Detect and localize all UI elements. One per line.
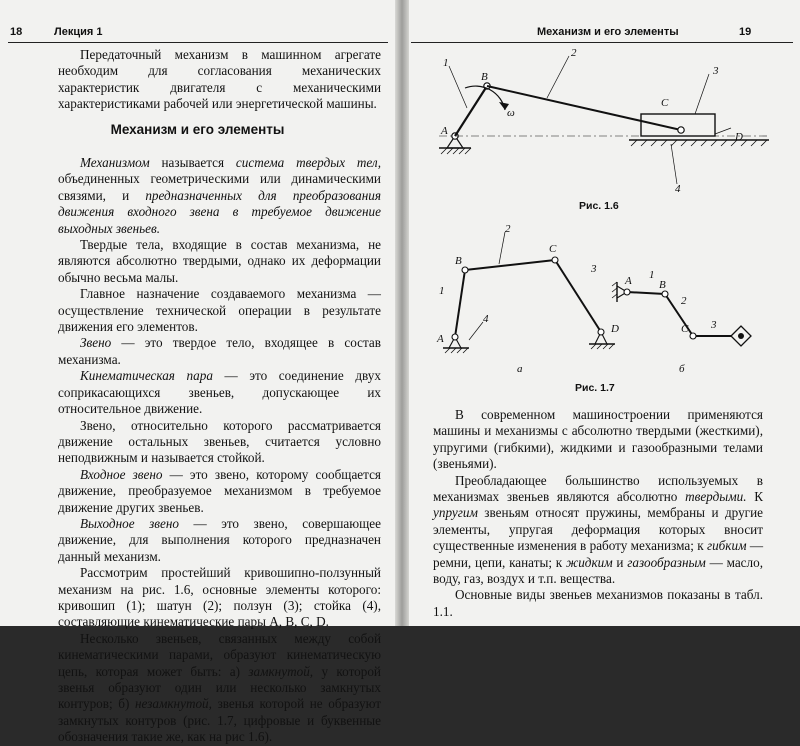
para-crank-slider: Рассмотрим простейший кривошипно-ползунный механизм на рис. 1.6, основные элементы которого: кривошип (1); шатун (2); ползун (3); стойка (4), составляющие кинематические пары A, B, C, D. [58, 565, 381, 630]
fig16-label-a: A [441, 125, 448, 137]
right-page [409, 0, 800, 626]
left-running-title: Лекция 1 [54, 26, 103, 38]
fig17a-label-3: 3 [591, 263, 597, 275]
term-mechanism: Механизмом [80, 155, 150, 170]
definition-mechanism: Механизмом называется система твердых тел, объединенных геометрическими или динамическими связями, и предназначенных для преобразования движения входного звена в требуемое движение выходных звеньев. [58, 155, 381, 236]
fig16-label-c: C [661, 97, 669, 109]
fig17a-label-1: 1 [439, 285, 445, 297]
joint-c-icon [678, 127, 684, 133]
body-text-left [58, 155, 381, 746]
definition-input-link: Входное звено — это звено, которому сообщается движение, преобразуемое механизмом в требуемое движение других звеньев. [58, 466, 381, 515]
slider-block [641, 114, 715, 136]
left-page-number: 18 [10, 26, 23, 38]
fig17a-label-c: C [549, 243, 557, 255]
fig16-label-omega: ω [507, 107, 515, 119]
fig17a-label-2: 2 [505, 223, 511, 235]
right-header-rule [411, 42, 793, 43]
section-heading: Механизм и его элементы [110, 122, 285, 137]
fig16-label-2: 2 [571, 47, 577, 59]
para-kinematic-chain: Несколько звеньев, связанных между собой кинематическими парами, образуют кинематическую цепь, которая может быть: а) замкнутой, у которой звенья образуют один или несколько замкнутых контуров; б) незамкнутой, звенья которой не образуют замкнутых контуров (рис. 1.7, цифровые и буквенные обозначения такие же, как на рис 1.6). [58, 630, 382, 745]
figure-1-7-caption: Рис. 1.7 [575, 382, 615, 394]
fig16-label-3: 3 [713, 65, 719, 77]
figure-1-6-caption: Рис. 1.6 [579, 200, 619, 212]
fig17-sub-b: б [679, 363, 685, 375]
fig17a-label-4: 4 [483, 313, 489, 325]
figure-1-7-kinematic-chains [409, 222, 800, 380]
definition-link: Звено — это твердое тело, входящее в состав механизма. [58, 335, 381, 367]
book-gutter [395, 0, 409, 626]
fig16-label-d: D [735, 131, 743, 143]
fig16-label-1: 1 [443, 57, 449, 69]
fig17b-label-a: A [625, 275, 632, 287]
intro-paragraph: Передаточный механизм в машинном агрегате необходим для согласования механических характеристик двигателя с механическими характеристиками рабочей или энергетической машины. [58, 47, 381, 112]
right-running-title: Механизм и его элементы [537, 26, 679, 38]
left-header-rule [8, 42, 388, 43]
para-main-purpose: Главное назначение создаваемого механизма — осуществление технической операции в результате движения его элементов. [58, 286, 381, 335]
fig17a-label-b: B [455, 255, 462, 267]
fig17b-label-2: 2 [681, 295, 687, 307]
para-frame: Звено, относительно которого рассматривается движение остальных звеньев, считается условно неподвижным и называется стойкой. [58, 417, 381, 466]
definition-output-link: Выходное звено — это звено, совершающее движение, для выполнения которого предназначен данный механизм. [58, 515, 381, 564]
fig17a-label-d: D [611, 323, 619, 335]
fig17b-label-c: C [681, 323, 689, 335]
fig16-label-b: B [481, 71, 488, 83]
para-table-ref: Основные виды звеньев механизмов показаны в табл. 1.1. [433, 587, 763, 619]
para-link-kinds: Преобладающее большинство используемых в механизмах звеньев являются абсолютно твердыми. К упругим звеньям относят пружины, мембраны и другие элементы, упругая деформация которых вносит существенные изменения в работу механизма; к гибким — ремни, цепи, канаты; к жидким и газообразным — масло, воду, газ, воздух и т.п. вещества. [433, 472, 764, 587]
fig17a-label-a: A [437, 333, 444, 345]
para-rigid-bodies: Твердые тела, входящие в состав механизма, не являются абсолютно твердыми, однако их деформации обычно весьма малы. [58, 237, 381, 285]
left-page [0, 0, 395, 745]
connecting-rod [487, 86, 681, 130]
fig16-label-4: 4 [675, 183, 681, 194]
definition-kinematic-pair: Кинематическая пара — это соединение двух соприкасающихся звеньев, допускающее их относительное движение. [58, 368, 381, 417]
figure-1-6-crank-slider [409, 44, 800, 194]
fig17b-label-1: 1 [649, 269, 655, 281]
body-text-right [433, 407, 763, 620]
crank-link [455, 86, 487, 136]
fig17b-label-3: 3 [711, 319, 717, 331]
para-body-types: В современном машиностроении применяются машины и механизмы с абсолютно твердыми (жесткими), упругими (гибкими), жидкими и газообразными телами (звеньями). [433, 407, 763, 472]
right-page-number: 19 [739, 26, 752, 38]
fig17-sub-a: а [517, 363, 523, 375]
fig17b-label-b: B [659, 279, 666, 291]
